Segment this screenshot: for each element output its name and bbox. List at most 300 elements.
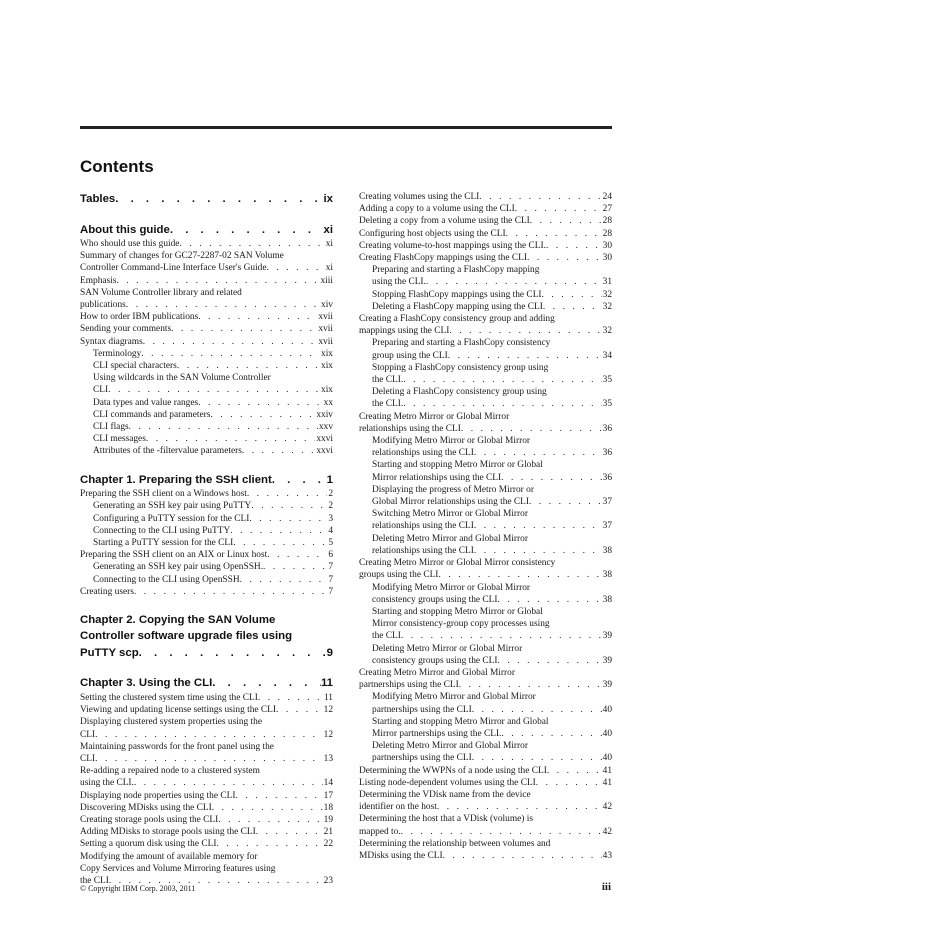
entry-page: xxiv	[316, 409, 333, 420]
toc-heading[interactable]	[80, 675, 333, 692]
entry-title: Determining the WWPNs of a node using the CLI	[359, 765, 547, 776]
toc-entry[interactable]	[359, 472, 612, 484]
entry-page: 40	[602, 753, 612, 764]
entry-page: 38	[602, 545, 612, 556]
toc-entry-line: Displaying the progress of Metro Mirror or	[372, 484, 534, 495]
entry-title: the CLI	[372, 631, 401, 642]
dot-leader	[543, 301, 602, 313]
entry-page: 6	[328, 550, 333, 561]
dot-leader	[459, 679, 602, 691]
entry-page: 42	[602, 802, 612, 813]
toc-entry[interactable]	[80, 262, 333, 274]
dot-leader	[230, 525, 327, 537]
entry-page: 7	[328, 574, 333, 585]
entry-title: the CLI.	[372, 399, 404, 410]
page-title: Contents	[80, 157, 154, 176]
entry-page: 11	[323, 692, 333, 703]
dot-leader	[198, 311, 317, 323]
toc-entry-line: Displaying clustered system properties using the	[80, 717, 262, 728]
dot-leader	[267, 549, 327, 561]
toc-entry[interactable]	[359, 777, 612, 789]
toc-entry[interactable]	[359, 765, 612, 777]
toc-entry[interactable]	[80, 397, 333, 409]
entry-page: xi	[325, 263, 333, 274]
toc-entry[interactable]	[359, 374, 612, 386]
page-number: iii	[601, 881, 611, 893]
toc-entry[interactable]	[80, 814, 333, 826]
dot-leader	[501, 728, 601, 740]
dot-leader	[170, 222, 324, 239]
toc-entry-line: Deleting Metro Mirror and Global Mirror	[372, 533, 528, 544]
dot-leader	[474, 520, 602, 532]
toc-entry[interactable]	[80, 537, 333, 549]
toc-entry-line: Determining the host that a VDisk (volume) is	[359, 814, 534, 825]
entry-title: CLI commands and parameters	[93, 409, 211, 420]
toc-heading[interactable]	[80, 222, 333, 239]
toc-entry-line: Using wildcards in the SAN Volume Controller	[93, 373, 271, 384]
entry-page: xix	[321, 361, 333, 372]
dot-leader	[472, 752, 602, 764]
dot-leader	[437, 801, 602, 813]
entry-title: Discovering MDisks using the CLI	[80, 802, 212, 813]
toc-entry-line: Maintaining passwords for the front panel using the	[80, 741, 274, 752]
entry-page: xi	[323, 223, 333, 236]
dot-leader	[240, 574, 328, 586]
dot-leader	[472, 704, 602, 716]
entry-page: 19	[323, 815, 333, 826]
dot-leader	[115, 191, 323, 208]
entry-title: How to order IBM publications	[80, 312, 199, 323]
entry-title: Configuring host objects using the CLI	[359, 228, 506, 239]
dot-leader	[529, 496, 602, 508]
entry-title: the CLI.	[372, 375, 404, 386]
entry-page: 32	[602, 301, 612, 312]
entry-title: Starting a PuTTY session for the CLI	[93, 537, 234, 548]
entry-page: 30	[602, 253, 612, 264]
toc-entry-line: Modifying Metro Mirror or Global Mirror	[372, 436, 531, 447]
toc-entry[interactable]	[80, 445, 333, 457]
entry-title: relationships using the CLI	[372, 448, 474, 459]
toc-entry[interactable]	[80, 586, 333, 598]
dot-leader	[542, 289, 602, 301]
entry-title: Creating users	[80, 586, 134, 597]
dot-leader	[251, 500, 327, 512]
toc-entry[interactable]	[80, 275, 333, 287]
dot-leader	[438, 569, 601, 581]
toc-entry-line: Mirror consistency-group copy processes using	[372, 619, 550, 630]
entry-page: 1	[326, 473, 333, 486]
toc-entry-line: Creating Metro Mirror or Global Mirror consistency	[359, 558, 556, 569]
entry-page: xiv	[321, 300, 333, 311]
dot-leader	[247, 488, 327, 500]
toc-right-column	[359, 191, 612, 862]
entry-page: 37	[602, 497, 612, 508]
entry-page: xix	[321, 348, 333, 359]
entry-title: Generating an SSH key pair using PuTTY	[93, 501, 252, 512]
entry-page: xxv	[318, 422, 333, 433]
toc-entry[interactable]	[80, 549, 333, 561]
entry-page: 13	[323, 754, 333, 764]
entry-page: 17	[323, 790, 333, 801]
entry-page: 39	[602, 680, 612, 691]
toc-entry-line: Preparing and starting a FlashCopy consistency	[372, 338, 551, 349]
entry-title: CLI	[93, 385, 109, 396]
entry-title: Creating volume-to-host mappings using the CLI.	[359, 240, 546, 251]
entry-page: xvii	[318, 312, 333, 323]
entry-page: 35	[602, 375, 612, 386]
entry-title: Emphasis	[80, 275, 117, 286]
entry-page: 5	[328, 537, 333, 548]
toc-entry[interactable]	[80, 421, 333, 433]
entry-title: About this guide	[80, 223, 170, 236]
entry-title: Mirror partnerships using the CLI.	[372, 728, 502, 739]
entry-page: 14	[323, 778, 333, 789]
entry-title: Global Mirror relationships using the CLI	[372, 497, 530, 508]
entry-page: xix	[321, 385, 333, 396]
entry-page: 39	[602, 631, 612, 642]
entry-page: 2	[328, 501, 333, 512]
toc-entry[interactable]	[359, 545, 612, 557]
entry-title: relationships using the CLI	[372, 545, 474, 556]
entry-page: 41	[602, 765, 612, 776]
entry-page: 12	[323, 729, 333, 740]
copyright-notice: © Copyright IBM Corp. 2003, 2011	[80, 884, 196, 893]
entry-title: Tables	[80, 193, 116, 205]
toc-entry-line: Deleting Metro Mirror or Global Mirror	[372, 643, 523, 654]
entry-page: 37	[602, 521, 612, 532]
toc-entry[interactable]	[80, 409, 333, 421]
entry-title: Attributes of the -filtervalue parameters	[93, 446, 242, 457]
dot-leader	[474, 545, 602, 557]
toc-entry[interactable]	[359, 728, 612, 740]
toc-entry[interactable]	[359, 228, 612, 240]
dot-leader	[479, 191, 601, 203]
entry-title: consistency groups using the CLI	[372, 594, 498, 605]
toc-heading[interactable]	[80, 645, 333, 662]
toc-entry[interactable]	[80, 790, 333, 802]
toc-entry[interactable]	[80, 729, 333, 741]
dot-leader	[546, 240, 602, 252]
entry-page: 30	[602, 240, 612, 251]
entry-page: 2	[328, 489, 333, 500]
header-rule	[80, 126, 612, 129]
toc-heading-line: Chapter 2. Copying the SAN Volume	[80, 613, 276, 626]
toc-entry[interactable]	[359, 569, 612, 581]
toc-entry-line: Switching Metro Mirror or Global Mirror	[372, 509, 528, 520]
toc-entry[interactable]	[359, 240, 612, 252]
dot-leader	[449, 325, 601, 337]
toc-entry-line: Summary of changes for GC27-2287-02 SAN Volume	[80, 251, 284, 262]
toc-entry[interactable]	[80, 323, 333, 335]
toc-entry-line: Modifying Metro Mirror or Global Mirror	[372, 582, 531, 593]
toc-entry[interactable]	[359, 679, 612, 691]
toc-entry[interactable]	[80, 500, 333, 512]
dot-leader	[448, 350, 602, 362]
toc-entry[interactable]	[80, 753, 333, 765]
entry-page: xvii	[318, 336, 333, 347]
entry-title: group using the CLI	[372, 350, 448, 361]
entry-title: partnerships using the CLI	[372, 704, 472, 715]
entry-page: 41	[602, 777, 612, 788]
toc-entry[interactable]	[80, 561, 333, 573]
dot-leader	[403, 374, 601, 386]
dot-leader	[141, 348, 320, 360]
entry-title: PuTTY scp	[80, 646, 139, 659]
toc-entry[interactable]	[80, 826, 333, 838]
entry-page: 22	[323, 839, 333, 850]
dot-leader	[134, 777, 323, 789]
toc-entry[interactable]	[359, 594, 612, 606]
entry-page: 27	[602, 204, 612, 215]
toc-heading-line: Controller software upgrade files using	[80, 630, 293, 643]
toc-entry[interactable]	[359, 325, 612, 337]
entry-page: 28	[602, 216, 612, 227]
toc-entry[interactable]	[80, 348, 333, 360]
toc-entry[interactable]	[359, 655, 612, 667]
dot-leader	[506, 228, 602, 240]
toc-entry[interactable]	[80, 336, 333, 348]
entry-title: Sending your comments	[80, 324, 172, 335]
entry-page: 34	[602, 350, 612, 361]
entry-title: relationships using the CLI	[359, 423, 461, 434]
entry-page: 32	[602, 289, 612, 300]
toc-entry[interactable]	[359, 350, 612, 362]
entry-page: 7	[328, 562, 333, 573]
entry-title: mappings using the CLI	[359, 326, 450, 337]
dot-leader	[143, 336, 318, 348]
entry-title: Chapter 3. Using the CLI	[80, 677, 213, 690]
toc-entry[interactable]	[359, 423, 612, 435]
entry-title: Controller Command-Line Interface User's Guide	[80, 263, 267, 274]
section-gap	[80, 661, 333, 675]
entry-title: Deleting a FlashCopy mapping using the CLI	[372, 301, 543, 312]
dot-leader	[212, 802, 323, 814]
toc-entry[interactable]	[359, 704, 612, 716]
dot-leader	[108, 384, 320, 396]
entry-page: 23	[323, 876, 333, 887]
dot-leader	[498, 594, 602, 606]
toc-entry[interactable]	[80, 692, 333, 704]
dot-leader	[249, 513, 327, 525]
toc-heading[interactable]	[80, 472, 333, 489]
toc-entry[interactable]	[359, 752, 612, 764]
dot-leader	[530, 215, 602, 227]
entry-title: the CLI	[80, 876, 109, 887]
toc-entry-line: Creating Metro Mirror and Global Mirror	[359, 667, 515, 678]
dot-leader	[242, 445, 315, 457]
toc-entry[interactable]	[80, 311, 333, 323]
entry-page: 18	[323, 802, 333, 813]
entry-title: Data types and value ranges	[93, 397, 199, 408]
toc-entry[interactable]	[80, 488, 333, 500]
toc-entry[interactable]	[80, 360, 333, 372]
entry-title: Configuring a PuTTY session for the CLI	[93, 513, 250, 524]
toc-entry[interactable]	[359, 496, 612, 508]
toc-entry[interactable]	[359, 289, 612, 301]
toc-entry-line: Modifying Metro Mirror and Global Mirror	[372, 692, 536, 703]
entry-title: CLI	[80, 729, 96, 740]
toc-entry-line: Stopping a FlashCopy consistency group using	[372, 362, 549, 373]
toc-entry[interactable]	[80, 838, 333, 850]
dot-leader	[501, 472, 601, 484]
toc-entry[interactable]	[359, 801, 612, 813]
dot-leader	[233, 537, 327, 549]
entry-title: relationships using the CLI	[372, 521, 474, 532]
entry-title: Setting a quorum disk using the CLI	[80, 839, 217, 850]
dot-leader	[218, 814, 322, 826]
toc-entry-line: Determining the relationship between volumes and	[359, 838, 551, 849]
dot-leader	[134, 586, 327, 598]
entry-page: xxvi	[316, 446, 333, 457]
dot-leader	[403, 398, 601, 410]
entry-title: Creating volumes using the CLI	[359, 192, 480, 202]
toc-entry[interactable]	[80, 433, 333, 445]
entry-title: Preparing the SSH client on an AIX or Linux host	[80, 550, 268, 561]
entry-title: Adding MDisks to storage pools using the CLI	[80, 827, 256, 838]
section-gap	[80, 208, 333, 222]
toc-entry-line: SAN Volume Controller library and related	[80, 287, 242, 298]
dot-leader	[536, 777, 602, 789]
toc-entry[interactable]	[80, 704, 333, 716]
toc-entry-line: Modifying the amount of available memory for	[80, 851, 258, 862]
entry-page: 35	[602, 399, 612, 410]
toc-entry[interactable]	[80, 384, 333, 396]
dot-leader	[474, 447, 602, 459]
toc-entry[interactable]	[359, 203, 612, 215]
toc-entry-line: Deleting a FlashCopy consistency group using	[372, 387, 547, 398]
entry-title: CLI	[80, 754, 96, 764]
dot-leader	[95, 729, 323, 741]
entry-page: 4	[328, 525, 333, 536]
dot-leader	[126, 299, 320, 311]
toc-entry[interactable]	[359, 447, 612, 459]
entry-title: MDisks using the CLI	[359, 850, 443, 861]
toc-entry[interactable]	[80, 777, 333, 789]
entry-title: publications	[80, 300, 126, 311]
entry-title: Deleting a copy from a volume using the CLI	[359, 216, 530, 227]
dot-leader	[547, 765, 602, 777]
toc-entry-line: Starting and stopping Metro Mirror or Global	[372, 606, 543, 617]
toc-entry[interactable]	[359, 301, 612, 313]
entry-title: Creating FlashCopy mappings using the CLI	[359, 253, 527, 264]
toc-entry[interactable]	[80, 525, 333, 537]
entry-title: Connecting to the CLI using PuTTY	[93, 525, 231, 536]
dot-leader	[258, 692, 323, 704]
entry-page: 42	[602, 826, 612, 837]
section-gap	[80, 458, 333, 472]
entry-page: 24	[602, 192, 612, 202]
entry-title: using the CLI.	[80, 778, 134, 789]
dot-leader	[146, 433, 315, 445]
entry-page: 11	[320, 677, 333, 690]
entry-title: Displaying node properties using the CLI	[80, 790, 236, 801]
entry-page: xx	[323, 397, 333, 408]
entry-page: xi	[325, 239, 333, 249]
toc-entry[interactable]	[359, 850, 612, 862]
entry-page: 43	[602, 850, 612, 861]
dot-leader	[401, 826, 602, 838]
entry-title: CLI messages	[93, 434, 146, 445]
entry-title: identifier on the host	[359, 802, 437, 813]
dot-leader	[171, 323, 317, 335]
entry-page: 31	[602, 277, 612, 288]
entry-title: partnerships using the CLI	[359, 680, 459, 691]
entry-page: xiii	[320, 275, 333, 286]
toc-entry[interactable]	[80, 802, 333, 814]
entry-title: Who should use this guide	[80, 239, 180, 249]
entry-page: 28	[602, 228, 612, 239]
dot-leader	[272, 472, 327, 489]
entry-title: Stopping FlashCopy mappings using the CLI	[372, 289, 542, 300]
entry-page: ix	[323, 193, 333, 205]
toc-left-column	[80, 191, 333, 887]
toc-entry[interactable]	[359, 191, 612, 203]
dot-leader	[129, 421, 318, 433]
dot-leader	[216, 838, 322, 850]
dot-leader	[177, 360, 320, 372]
dot-leader	[527, 252, 602, 264]
dot-leader	[179, 238, 324, 250]
entry-page: 36	[602, 423, 612, 434]
toc-entry[interactable]	[80, 574, 333, 586]
toc-entry[interactable]	[80, 238, 333, 250]
toc-entry[interactable]	[359, 630, 612, 642]
toc-entry-line: Starting and stopping Metro Mirror and Global	[372, 716, 549, 727]
toc-entry[interactable]	[359, 215, 612, 227]
dot-leader	[443, 850, 602, 862]
toc-entry-line: Preparing and starting a FlashCopy mapping	[372, 265, 540, 276]
toc-entry[interactable]	[80, 299, 333, 311]
entry-page: xvii	[318, 324, 333, 335]
entry-page: xxvi	[316, 434, 333, 445]
entry-title: Chapter 1. Preparing the SSH client	[80, 473, 272, 486]
toc-entry[interactable]	[359, 826, 612, 838]
toc-entry-line: Re-adding a repaired node to a clustered system	[80, 766, 260, 777]
entry-page: 21	[323, 827, 333, 838]
toc-entry[interactable]	[80, 513, 333, 525]
toc-entry[interactable]	[359, 252, 612, 264]
entry-page: 12	[323, 705, 333, 716]
entry-page: 40	[602, 704, 612, 715]
entry-title: CLI flags	[93, 422, 129, 433]
dot-leader	[256, 826, 323, 838]
entry-title: Connecting to the CLI using OpenSSH	[93, 574, 240, 585]
entry-title: partnerships using the CLI	[372, 753, 472, 764]
entry-title: Syntax diagrams	[80, 336, 143, 347]
toc-heading[interactable]	[80, 191, 333, 208]
entry-page: 32	[602, 326, 612, 337]
dot-leader	[401, 630, 602, 642]
toc-entry-line: Determining the VDisk name from the device	[359, 789, 531, 800]
dot-leader	[461, 423, 602, 435]
dot-leader	[210, 409, 315, 421]
dot-leader	[515, 203, 602, 215]
toc-entry[interactable]	[359, 276, 612, 288]
dot-leader	[198, 397, 322, 409]
entry-title: Terminology	[93, 348, 142, 359]
entry-title: Preparing the SSH client on a Windows host	[80, 489, 247, 500]
entry-page: 38	[602, 570, 612, 581]
entry-page: 39	[602, 655, 612, 666]
toc-entry-line: Deleting Metro Mirror and Global Mirror	[372, 741, 528, 752]
dot-leader	[263, 561, 327, 573]
entry-page: 36	[602, 448, 612, 459]
toc-entry[interactable]	[359, 520, 612, 532]
entry-title: Adding a copy to a volume using the CLI	[359, 204, 515, 215]
dot-leader	[498, 655, 602, 667]
toc-entry[interactable]	[359, 398, 612, 410]
toc-entry-line: Creating a FlashCopy consistency group and adding	[359, 314, 555, 325]
